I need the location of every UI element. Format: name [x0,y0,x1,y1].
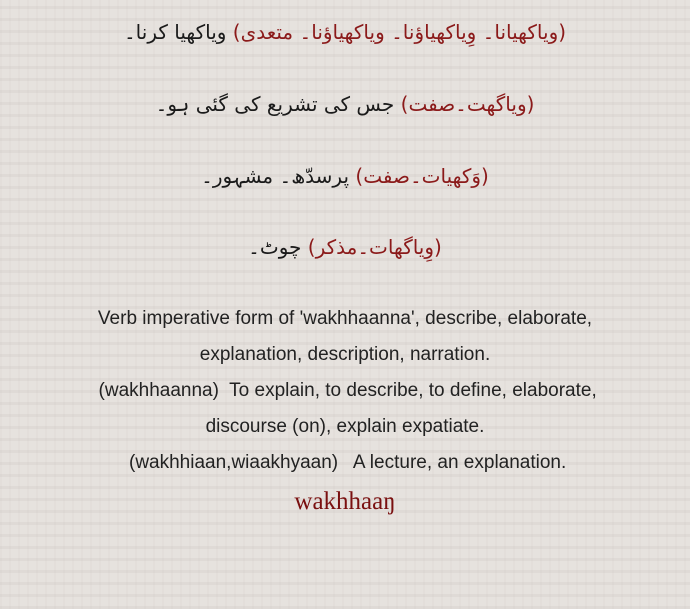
english-definition-line-5: (wakhhiaan,wiaakhyaan) A lecture, an explanation. [123,452,567,473]
english-definition-line-2: explanation, description, narration. [199,344,491,365]
urdu-entry-1 [0,18,690,46]
urdu-entry-3-meaning: پرسدّھ۔ مشہور۔ [201,164,350,188]
urdu-entry-3 [0,162,690,190]
urdu-entry-2-meaning: جس کی تشریع کی گئی ہو۔ [155,92,395,116]
urdu-entry-2 [0,90,690,118]
romanization-headword: wakhhaaŋ [294,488,396,515]
urdu-entry-4 [0,233,690,261]
urdu-entry-1-meaning: ویاکھیا کرنا۔ [123,20,227,44]
english-definition-line-1: Verb imperative form of 'wakhhaanna', describe, elaborate, [97,308,593,329]
urdu-entry-3-pos: (وَکھیات۔صفت) [355,164,489,188]
urdu-entry-4-pos: (وِیاگھات۔مذکر) [307,235,442,259]
english-definition-line-4: discourse (on), explain expatiate. [205,416,485,437]
urdu-entry-1-pos: (ویاکھیانا۔ وِیاکھیاؤنا۔ ویاکھیاؤنا۔ متعدی) [232,20,567,44]
english-definition-line-3: (wakhhaanna) To explain, to describe, to define, elaborate, [93,380,597,401]
urdu-entry-4-meaning: چوٹ۔ [248,235,302,259]
urdu-entry-2-pos: (ویاگھت۔صفت) [400,92,535,116]
